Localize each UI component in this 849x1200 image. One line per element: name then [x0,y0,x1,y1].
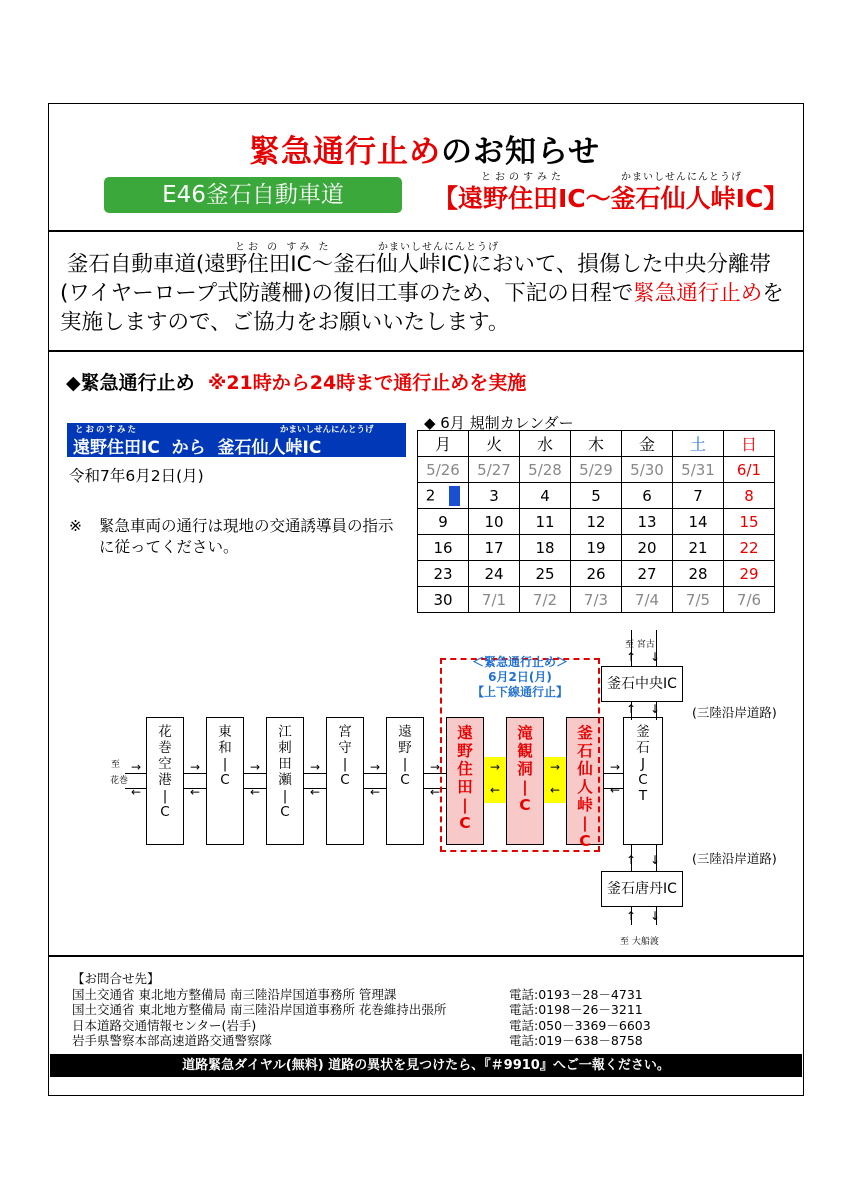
closure-section-text [73,433,321,458]
arrow-left-icon: ← [489,783,501,797]
ic-box: 江 刺 田 瀬 | C [266,717,304,845]
calendar-day-cell: 18 [520,535,571,561]
calendar-header-cell: 火 [469,431,520,457]
calendar-day-cell: 7/5 [673,587,724,613]
arrow-right-icon: → [309,760,321,774]
calendar-day-cell: 24 [469,561,520,587]
closure-from: 遠野住田IC [73,438,160,458]
calendar-header-cell: 月 [418,431,469,457]
closure-date: 令和7年6月2日(月) [69,467,204,485]
calendar-day-cell: 14 [673,509,724,535]
calendar-day-cell: 5/28 [520,457,571,483]
calendar-day-cell: 29 [724,561,775,587]
contact-heading: 【お問合せ先】 [72,971,160,986]
contact-org: 国土交通省 東北地方整備局 南三陸沿岸国道事務所 花巻維持出張所 [72,1002,447,1017]
calendar-day-cell: 5/31 [673,457,724,483]
divider [48,230,804,232]
ic-box: 東 和 | C [206,717,244,845]
calendar-day-cell: 17 [469,535,520,561]
arrow-left-icon: ← [130,785,142,799]
calendar-day-cell: 23 [418,561,469,587]
calendar-day-cell: 13 [622,509,673,535]
calendar-day-cell: 30 [418,587,469,613]
calendar-day-cell: 11 [520,509,571,535]
calendar-title: ◆ 6月 規制カレンダー [424,414,574,432]
calendar-day-cell: 5/29 [571,457,622,483]
contact-org: 国土交通省 東北地方整備局 南三陸沿岸国道事務所 管理課 [72,986,397,1002]
calendar-header-cell: 日 [724,431,775,457]
calendar-header-cell: 金 [622,431,673,457]
calendar-day-cell: 6 [622,483,673,509]
arrow-right-icon: → [489,760,501,774]
closure-note [69,516,399,558]
calendar-day-cell: 7/3 [571,587,622,613]
calendar-day-cell: 5/27 [469,457,520,483]
bottom-ic-box: 釜石唐丹IC [601,871,683,907]
calendar-day-cell: 5/30 [622,457,673,483]
calendar-header-cell: 土 [673,431,724,457]
arrow-up-icon: ↑ [625,650,637,664]
calendar-day-cell: 28 [673,561,724,587]
arrow-left-icon: ← [249,785,261,799]
divider [48,955,804,957]
calendar-day-cell: 7/4 [622,587,673,613]
arrow-left-icon: ← [189,785,201,799]
left-destination-to: 至 [111,760,121,770]
arrow-left-icon: ← [369,785,381,799]
title-red: 緊急通行止め [248,134,441,170]
page-title [0,126,849,171]
arrow-right-icon: → [549,760,561,774]
ic-box: 遠 野 住 田 | C [446,717,484,845]
calendar-day-cell: 4 [520,483,571,509]
section-ruby-left: とおのすみた [481,172,565,183]
calendar-day-cell: 10 [469,509,520,535]
arrow-right-icon: → [609,760,621,774]
calendar-day-cell: 7/2 [520,587,571,613]
arrow-up-icon: ↑ [625,909,637,923]
arrow-right-icon: → [369,760,381,774]
contact-phone: 電話:019－638－8758 [509,1033,643,1048]
calendar-day-cell: 15 [724,509,775,535]
contact-phone: 電話:0198－26－3211 [509,1002,643,1017]
closure-day-marker [449,486,460,506]
note-mark: ※ [69,517,82,535]
arrow-right-icon: → [249,760,261,774]
coast-road-label: (三陸沿岸道路) [692,851,777,866]
calendar-day-cell: 21 [673,535,724,561]
calendar-day-cell: 12 [571,509,622,535]
calendar-day-cell: 7/6 [724,587,775,613]
arrow-down-icon: ↓ [649,853,661,867]
calendar-day-cell: 22 [724,535,775,561]
route-badge: E46釜石自動車道 [104,177,402,213]
arrow-up-icon: ↑ [625,702,637,716]
calendar-header-cell: 木 [571,431,622,457]
closure-subhead [66,368,526,395]
calendar-day-cell: 25 [520,561,571,587]
arrow-right-icon: → [130,760,142,774]
ic-box: 遠 野 | C [386,717,424,845]
coast-road-label: (三陸沿岸道路) [692,705,777,720]
intro-text-2: を実施しますので、ご協力をお願いいたします。 [60,281,784,335]
arrow-left-icon: ← [429,785,441,799]
calendar-day-cell: 3 [469,483,520,509]
calendar-day-cell: 16 [418,535,469,561]
ic-box: 釜 石 仙 人 峠 | C [566,717,604,845]
section-ruby-right: かまいしせんにんとうげ [621,172,742,183]
ic-box: 滝 観 洞 | C [506,717,544,845]
regulation-calendar [417,430,775,613]
calendar-header-cell: 水 [520,431,571,457]
arrow-left-icon: ← [309,785,321,799]
calendar-day-cell: 20 [622,535,673,561]
calendar-day-cell: 27 [622,561,673,587]
top-destination: 至 宮古 [625,640,655,650]
closure-callout: ＜緊急通行止め＞ 6月2日(月) 【上下線通行止】 [471,655,568,699]
subhead-time: ※21時から24時まで通行止めを実施 [207,372,527,394]
emergency-dial-banner: 道路緊急ダイヤル(無料) 道路の異状を見つけたら、『＃9910』へご一報ください。 [50,1054,802,1077]
intro-ruby-2: かまいしせんにんとうげ [378,242,499,253]
intro-text-red: 緊急通行止め [633,281,763,306]
title-black: のお知らせ [440,134,601,170]
calendar-day-cell: 2 [418,483,469,509]
ic-box: 宮 守 | C [326,717,364,845]
arrow-left-icon: ← [609,783,621,797]
contact-phone: 電話:050－3369－6603 [509,1017,651,1033]
note-text: 緊急車両の通行は現地の交通誘導員の指示に従ってください。 [99,517,394,556]
arrow-down-icon: ↓ [649,909,661,923]
arrow-left-icon: ← [549,783,561,797]
intro-text-1: 釜石自動車道(遠野住田IC～釜石仙人峠IC)において、損傷した中央分離帯(ワイヤーロープ式防護柵)の復旧工事のため、下記の日程で [60,252,771,306]
contact-org: 日本道路交通情報センター(岩手) [72,1017,257,1033]
contact-phones [509,971,651,1049]
ic-box: 花 巻 空 港 | C [146,717,184,845]
arrow-down-icon: ↓ [649,650,661,664]
intro-ruby-1: とお の すみ た [235,242,332,253]
calendar-day-cell: 8 [724,483,775,509]
closure-ruby-from: とおのすみた [75,425,139,435]
calendar-day-cell: 7/1 [469,587,520,613]
calendar-day-cell: 5 [571,483,622,509]
contact-orgs [72,971,446,1049]
closure-section-bar [67,423,406,457]
left-destination-name: 花巻 [110,776,129,786]
section-label: 【遠野住田IC～釜石仙人峠IC】 [433,184,789,213]
calendar-day-cell: 7 [673,483,724,509]
jct-box: 釜 石 J C T [623,717,663,845]
calendar-day-cell: 26 [571,561,622,587]
calendar-day-cell: 19 [571,535,622,561]
arrow-right-icon: → [429,760,441,774]
calendar-day-cell: 6/1 [724,457,775,483]
arrow-right-icon: → [189,760,201,774]
closure-to: 釜石仙人峠IC [217,438,322,458]
bottom-destination: 至 大船渡 [620,937,659,947]
divider [48,350,804,352]
closure-conj: から [171,438,206,458]
intro-paragraph [60,250,790,337]
top-ic-box: 釜石中央IC [601,666,683,702]
closure-ruby-to: かまいしせんにんとうげ [280,425,374,435]
calendar-day-cell: 9 [418,509,469,535]
arrow-up-icon: ↑ [625,853,637,867]
calendar-day-cell: 5/26 [418,457,469,483]
arrow-down-icon: ↓ [649,702,661,716]
contact-org: 岩手県警察本部高速道路交通警察隊 [72,1033,273,1048]
contact-phone: 電話:0193－28－4731 [509,986,643,1002]
subhead-label: ◆緊急通行止め [66,372,195,394]
